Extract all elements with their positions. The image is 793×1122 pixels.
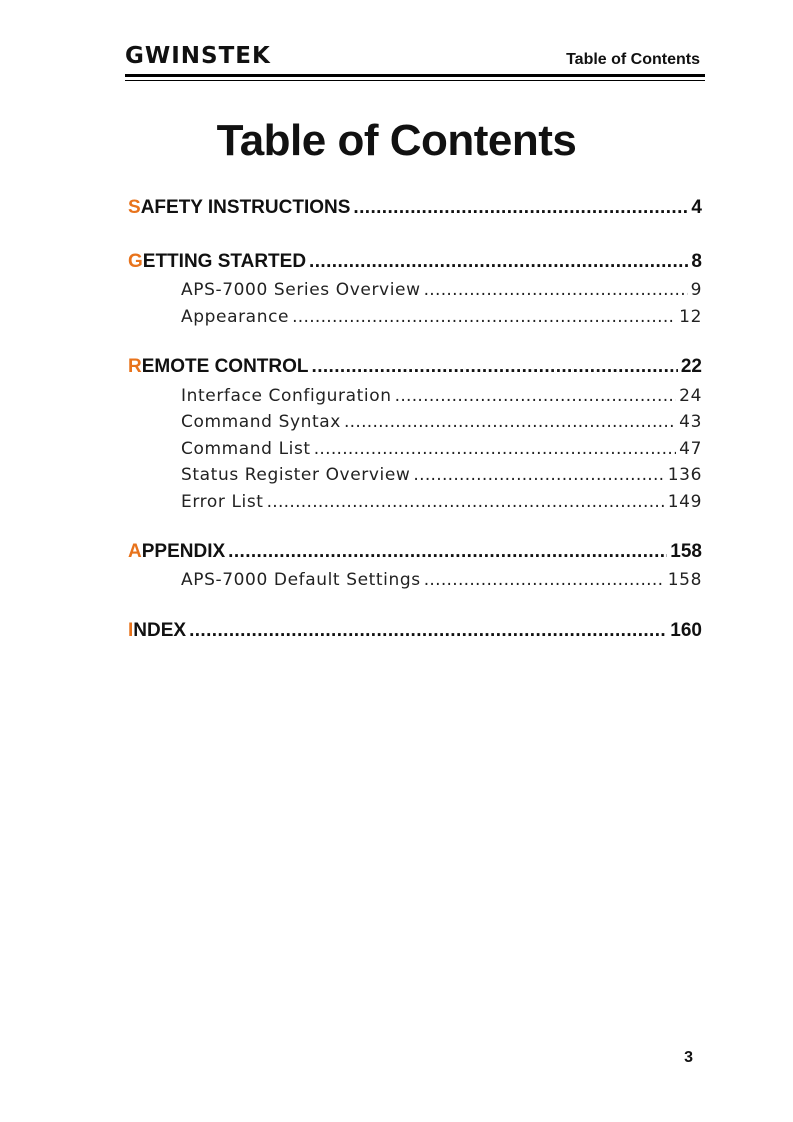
page-ref: 24 [679,386,702,406]
section-title: Interface Configuration [181,386,392,406]
dot-leader [189,620,667,642]
dot-leader [292,307,676,327]
chapter-title: AFETY INSTRUCTIONS [140,197,351,218]
page-number: 3 [684,1049,693,1066]
running-title: Table of Contents [566,51,700,68]
dot-leader [424,280,688,300]
page-ref: 160 [670,620,702,641]
page-ref: 47 [679,439,702,459]
page-header [125,40,705,82]
toc-section-interface-configuration[interactable] [128,386,702,406]
chapter-initial: R [128,356,142,377]
page-title: Table of Contents [216,116,577,165]
page-ref: 22 [680,356,702,377]
dot-leader [267,492,665,512]
dot-leader [309,251,688,273]
toc-section-default-settings[interactable] [128,570,702,590]
dot-leader [312,356,678,378]
dot-leader [344,412,676,432]
toc-section-appearance[interactable] [128,307,702,327]
gwinstek-logo: GWINSTEK [125,43,271,69]
page-ref: 8 [691,251,702,272]
chapter-title: EMOTE CONTROL [141,356,309,377]
section-title: Status Register Overview [181,465,411,485]
toc-chapter-appendix[interactable] [128,541,702,563]
page-ref: 43 [679,412,702,432]
section-title: APS-7000 Default Settings [181,570,421,590]
section-title: Command List [181,439,311,459]
page-ref: 136 [667,465,702,485]
toc-section-error-list[interactable] [128,492,702,512]
toc-chapter-index[interactable] [128,620,702,642]
chapter-title: ETTING STARTED [142,251,307,272]
section-title: Appearance [181,307,290,327]
toc-section-status-register-overview[interactable] [128,465,702,485]
chapter-initial: I [128,620,134,641]
toc-chapter-getting-started[interactable] [128,251,702,273]
page-ref: 158 [670,541,702,562]
section-title: Command Syntax [181,412,341,432]
toc-chapter-safety-instructions[interactable] [128,197,702,219]
chapter-initial: S [128,197,141,218]
chapter-initial: A [128,541,142,562]
section-title: APS-7000 Series Overview [181,280,421,300]
chapter-title: NDEX [133,620,187,641]
page-ref: 9 [690,280,702,300]
page-ref: 158 [667,570,702,590]
toc-chapter-remote-control[interactable] [128,356,702,378]
toc-section-command-list[interactable] [128,439,702,459]
dot-leader [353,197,688,219]
section-title: Error List [181,492,264,512]
page-ref: 4 [691,197,702,218]
toc-section-series-overview[interactable] [128,280,702,300]
header-rule-thin [125,80,705,81]
dot-leader [424,570,665,590]
dot-leader [228,541,667,563]
header-rule-thick [125,74,705,77]
dot-leader [413,465,664,485]
dot-leader [314,439,676,459]
chapter-title: PPENDIX [141,541,226,562]
page-ref: 12 [679,307,702,327]
chapter-initial: G [128,251,143,272]
toc-section-command-syntax[interactable] [128,412,702,432]
dot-leader [395,386,677,406]
page-ref: 149 [667,492,702,512]
